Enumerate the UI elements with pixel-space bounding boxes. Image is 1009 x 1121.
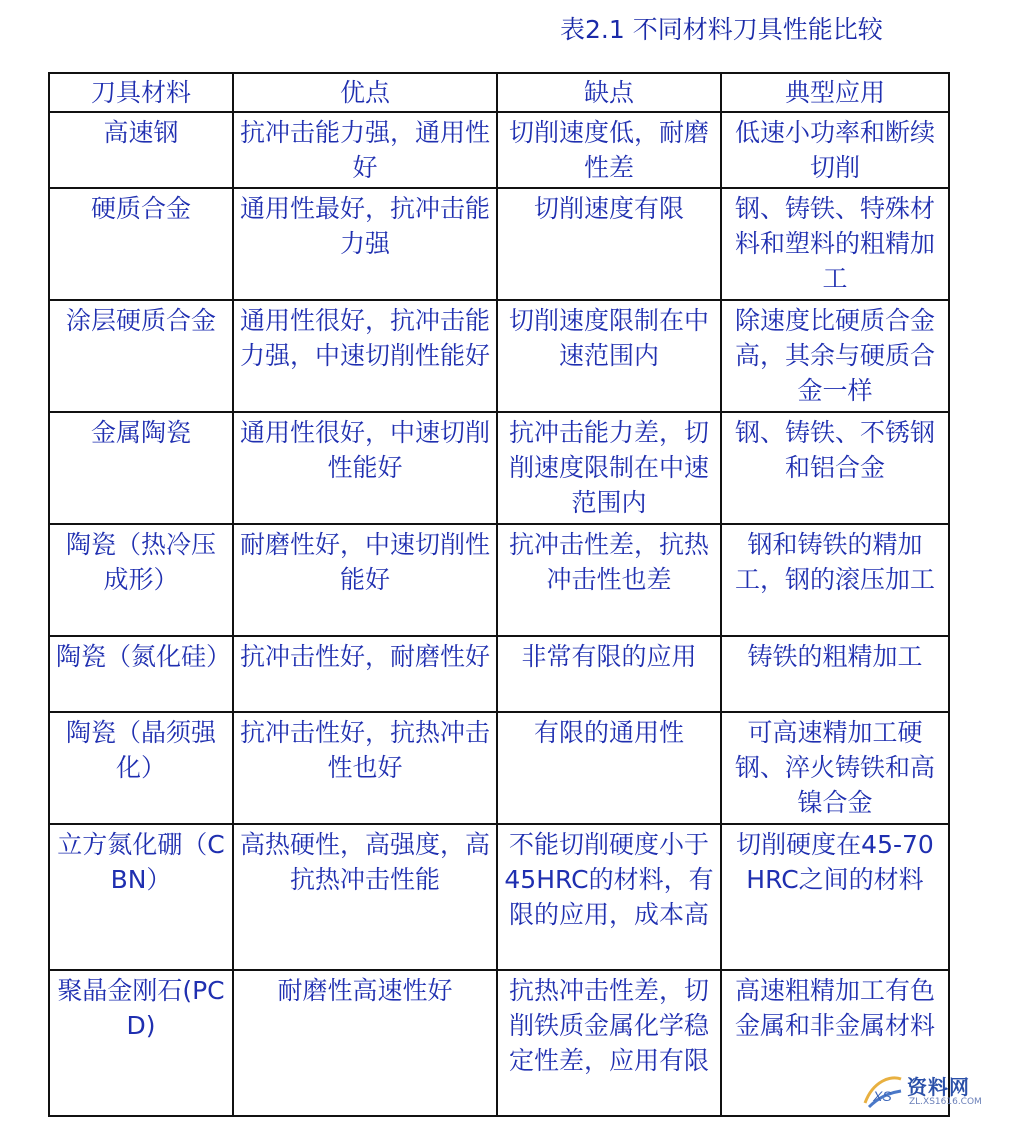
header-advantages: 优点 xyxy=(233,73,497,112)
cell-material: 金属陶瓷 xyxy=(49,412,233,524)
cell-disadvantages: 不能切削硬度小于45HRC的材料，有限的应用，成本高 xyxy=(497,824,721,970)
cell-applications: 切削硬度在45-70 HRC之间的材料 xyxy=(721,824,949,970)
table-row xyxy=(49,712,949,824)
cell-disadvantages: 有限的通用性 xyxy=(497,712,721,824)
cell-disadvantages: 抗冲击性差，抗热冲击性也差 xyxy=(497,524,721,636)
header-applications: 典型应用 xyxy=(721,73,949,112)
comparison-table xyxy=(48,72,950,1117)
cell-applications: 高速粗精加工有色金属和非金属材料 xyxy=(721,970,949,1116)
cell-applications: 除速度比硬质合金高，其余与硬质合金一样 xyxy=(721,300,949,412)
cell-advantages: 通用性很好，中速切削性能好 xyxy=(233,412,497,524)
cell-disadvantages: 抗热冲击性差，切削铁质金属化学稳定性差，应用有限 xyxy=(497,970,721,1116)
cell-material: 陶瓷（热冷压成形） xyxy=(49,524,233,636)
cell-applications: 低速小功率和断续切削 xyxy=(721,112,949,188)
cell-applications: 钢、铸铁、不锈钢和铝合金 xyxy=(721,412,949,524)
table-row xyxy=(49,412,949,524)
cell-applications: 可高速精加工硬钢、淬火铸铁和高镍合金 xyxy=(721,712,949,824)
header-disadvantages: 缺点 xyxy=(497,73,721,112)
cell-material: 立方氮化硼（CBN） xyxy=(49,824,233,970)
cell-material: 涂层硬质合金 xyxy=(49,300,233,412)
cell-applications: 铸铁的粗精加工 xyxy=(721,636,949,712)
table-row xyxy=(49,524,949,636)
cell-material: 高速钢 xyxy=(49,112,233,188)
header-row xyxy=(49,73,949,112)
cell-material: 硬质合金 xyxy=(49,188,233,300)
cell-advantages: 通用性很好，抗冲击能力强，中速切削性能好 xyxy=(233,300,497,412)
cell-material: 陶瓷（晶须强化） xyxy=(49,712,233,824)
svg-text:XS: XS xyxy=(873,1088,892,1104)
cell-advantages: 通用性最好，抗冲击能力强 xyxy=(233,188,497,300)
watermark xyxy=(861,1069,1001,1115)
cell-material: 陶瓷（氮化硅） xyxy=(49,636,233,712)
cell-disadvantages: 切削速度有限 xyxy=(497,188,721,300)
cell-disadvantages: 抗冲击能力差，切削速度限制在中速范围内 xyxy=(497,412,721,524)
cell-disadvantages: 切削速度限制在中速范围内 xyxy=(497,300,721,412)
cell-applications: 钢和铸铁的精加工，钢的滚压加工 xyxy=(721,524,949,636)
table-row xyxy=(49,824,949,970)
cell-advantages: 抗冲击性好，耐磨性好 xyxy=(233,636,497,712)
cell-advantages: 高热硬性，高强度，高抗热冲击性能 xyxy=(233,824,497,970)
table-row xyxy=(49,300,949,412)
xs-swoosh-logo-icon xyxy=(861,1071,905,1111)
watermark-title: 资料网 xyxy=(907,1075,970,1099)
cell-material: 聚晶金刚石(PCD) xyxy=(49,970,233,1116)
cell-advantages: 抗冲击能力强，通用性好 xyxy=(233,112,497,188)
table-row xyxy=(49,636,949,712)
cell-advantages: 耐磨性好，中速切削性能好 xyxy=(233,524,497,636)
cell-advantages: 抗冲击性好，抗热冲击性也好 xyxy=(233,712,497,824)
watermark-url: ZL.XS1616.COM xyxy=(909,1097,982,1107)
table-row xyxy=(49,188,949,300)
cell-disadvantages: 非常有限的应用 xyxy=(497,636,721,712)
cell-advantages: 耐磨性高速性好 xyxy=(233,970,497,1116)
cell-disadvantages: 切削速度低，耐磨性差 xyxy=(497,112,721,188)
cell-applications: 钢、铸铁、特殊材料和塑料的粗精加工 xyxy=(721,188,949,300)
table-row xyxy=(49,970,949,1116)
header-material: 刀具材料 xyxy=(49,73,233,112)
table-caption: 表2.1 不同材料刀具性能比较 xyxy=(560,15,883,44)
table-row xyxy=(49,112,949,188)
